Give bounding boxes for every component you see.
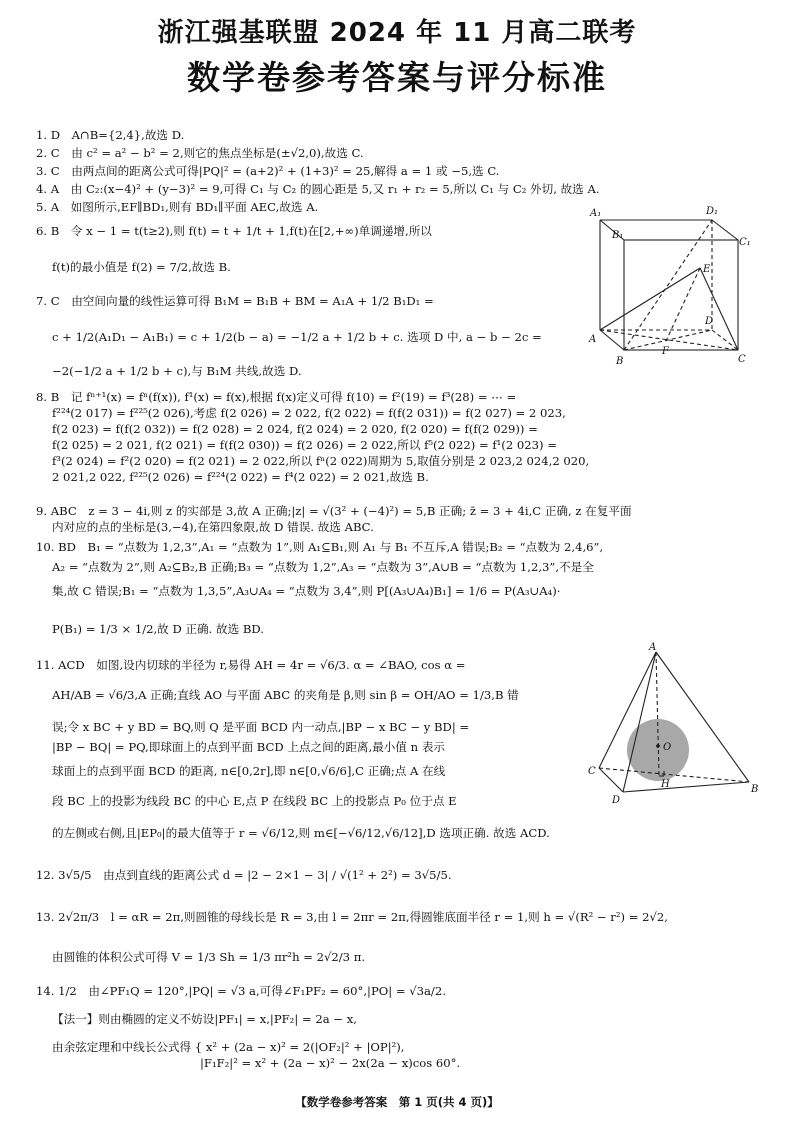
cube-label-a: A	[589, 334, 597, 345]
cube-label-c1: C₁	[739, 237, 751, 248]
answer-line: c + 1/2(A₁D₁ − A₁B₁) = c + 1/2(b − a) = −1/2 a + 1/2 b + c. 选项 D 中, a − b − 2c =	[52, 330, 542, 344]
answer-line: 9. ABC z = 3 − 4i,则 z 的实部是 3,故 A 正确;|z| = √(3² + (−4)²) = 5,B 正确; z̄ = 3 + 4i,C 正确, z 在复平面	[36, 504, 632, 518]
tetra-label-d: D	[612, 795, 621, 806]
answer-line: 8. B 记 fⁿ⁺¹(x) = fⁿ(f(x)), f¹(x) = f(x),根据 f(x)定义可得 f(10) = f²(19) = f³(28) = ⋯ =	[36, 390, 517, 404]
answer-line: |F₁F₂|² = x² + (2a − x)² − 2x(2a − x)cos 60°.	[200, 1056, 461, 1070]
answer-line: 2 021,2 022, f²²⁵(2 026) = f²²⁴(2 022) = f⁴(2 022) = 2 021,故选 B.	[52, 470, 429, 484]
answer-line: 10. BD B₁ = “点数为 1,2,3”,A₁ = “点数为 1”,则 A₁⊆B₁,则 A₁ 与 B₁ 不互斥,A 错误;B₂ = “点数为 2,4,6”,	[36, 540, 604, 554]
cube-label-f: F	[662, 346, 669, 357]
answer-line: f(2 025) = 2 021, f(2 021) = f(f(2 030)) = f(2 026) = 2 022,所以 f⁵(2 022) = f¹(2 023) =	[52, 438, 557, 452]
page-title: 浙江强基联盟 2024 年 11 月高二联考	[157, 18, 637, 48]
answer-line: 11. ACD 如图,设内切球的半径为 r,易得 AH = 4r = √6/3. α = ∠BAO, cos α =	[36, 658, 466, 672]
answer-line: 误;令 x BC + y BD = BQ,则 Q 是平面 BCD 内一动点,|BP − x BC − y BD| =	[52, 720, 470, 734]
answer-line: f(2 023) = f(f(2 032)) = f(2 028) = 2 024, f(2 024) = 2 020, f(2 020) = f(f(2 029)) =	[52, 422, 538, 436]
cube-label-b1: B₁	[612, 230, 624, 241]
cube-label-b: B	[616, 356, 624, 367]
answer-line: 球面上的点到平面 BCD 的距离, n∈[0,2r],即 n∈[0,√6/6],C 正确;点 A 在线	[52, 764, 446, 778]
tetra-label-h: H	[661, 779, 670, 790]
answer-line: 3. C 由两点间的距离公式可得|PQ|² = (a+2)² + (1+3)² = 25,解得 a = 1 或 −5,选 C.	[36, 164, 500, 178]
answer-line: 1. D A∩B={2,4},故选 D.	[36, 128, 185, 142]
tetrahedron-figure	[585, 640, 765, 810]
cube-label-a1: A₁	[590, 208, 602, 219]
answer-line: −2(−1/2 a + 1/2 b + c),与 B₁M 共线,故选 D.	[52, 364, 302, 378]
cube-label-e: E	[703, 264, 711, 275]
answer-line: 【法一】则由椭圆的定义不妨设|PF₁| = x,|PF₂| = 2a − x,	[52, 1012, 357, 1026]
answer-line: 的左侧或右侧,且|EP₀|的最大值等于 r = √6/12,则 m∈[−√6/12,√6/12],D 选项正确. 故选 ACD.	[52, 826, 550, 840]
tetra-label-c: C	[588, 766, 596, 777]
answer-line: 段 BC 上的投影为线段 BC 的中心 E,点 P 在线段 BC 上的投影点 P₀ 位于点 E	[52, 794, 457, 808]
answer-line: 内对应的点的坐标是(3,−4),在第四象限,故 D 错误. 故选 ABC.	[52, 520, 374, 534]
answer-line: 由余弦定理和中线长公式得 { x² + (2a − x)² = 2(|OF₂|² + |OP|²),	[52, 1040, 405, 1054]
answer-line: f²²⁴(2 017) = f²²⁵(2 026),考虑 f(2 026) = 2 022, f(2 022) = f(f(2 031)) = f(2 027) = 2 023,	[52, 406, 566, 420]
answer-line: f(t)的最小值是 f(2) = 7/2,故选 B.	[52, 260, 231, 274]
cube-figure	[588, 200, 758, 370]
answer-line: |BP − BQ| = PQ,即球面上的点到平面 BCD 上点之间的距离,最小值 n 表示	[52, 740, 446, 754]
page-subtitle: 数学卷参考答案与评分标准	[187, 58, 607, 97]
cube-label-c: C	[738, 354, 746, 365]
answer-line: P(B₁) = 1/3 × 1/2,故 D 正确. 故选 BD.	[52, 622, 264, 636]
answer-line: A₂ = “点数为 2”,则 A₂⊆B₂,B 正确;B₃ = “点数为 1,2”,A₃ = “点数为 3”,A∪B = “点数为 1,2,3”,不是全	[52, 560, 594, 574]
tetra-label-b: B	[751, 784, 759, 795]
answer-line: 2. C 由 c² = a² − b² = 2,则它的焦点坐标是(±√2,0),故选 C.	[36, 146, 364, 160]
answer-line: f³(2 024) = f²(2 020) = f(2 021) = 2 022,所以 fⁿ(2 022)周期为 5,取值分别是 2 023,2 024,2 020,	[52, 454, 590, 468]
cube-label-d1: D₁	[706, 206, 719, 217]
answer-line: 4. A 由 C₂:(x−4)² + (y−3)² = 9,可得 C₁ 与 C₂ 的圆心距是 5,又 r₁ + r₂ = 5,所以 C₁ 与 C₂ 外切, 故选 A.	[36, 182, 600, 196]
answer-line: 13. 2√2π/3 l = αR = 2π,则圆锥的母线长是 R = 3,由 l = 2πr = 2π,得圆锥底面半径 r = 1,则 h = √(R² − r²) = 2√2,	[36, 910, 668, 924]
tetra-label-a: A	[649, 642, 657, 653]
answer-line: 14. 1/2 由∠PF₁Q = 120°,|PQ| = √3 a,可得∠F₁PF₂ = 60°,|PO| = √3a/2.	[36, 984, 446, 998]
tetra-label-o: O	[663, 742, 672, 753]
answer-line: 7. C 由空间向量的线性运算可得 B₁M = B₁B + BM = A₁A + 1/2 B₁D₁ =	[36, 294, 434, 308]
page-footer: 【数学卷参考答案 第 1 页(共 4 页)】	[295, 1095, 499, 1109]
answer-line: AH/AB = √6/3,A 正确;直线 AO 与平面 ABC 的夹角是 β,则 sin β = OH/AO = 1/3,B 错	[52, 688, 519, 702]
answer-line: 由圆锥的体积公式可得 V = 1/3 Sh = 1/3 πr²h = 2√2/3 π.	[52, 950, 366, 964]
answer-line: 12. 3√5/5 由点到直线的距离公式 d = |2 − 2×1 − 3| / √(1² + 2²) = 3√5/5.	[36, 868, 452, 882]
answer-line: 6. B 令 x − 1 = t(t≥2),则 f(t) = t + 1/t + 1,f(t)在[2,+∞)单调递增,所以	[36, 224, 432, 238]
cube-label-d: D	[705, 316, 714, 327]
answer-line: 集,故 C 错误;B₁ = “点数为 1,3,5”,A₃∪A₄ = “点数为 3,4”,则 P[(A₃∪A₄)B₁] = 1/6 = P(A₃∪A₄)·	[52, 584, 561, 598]
answer-line: 5. A 如图所示,EF∥BD₁,则有 BD₁∥平面 AEC,故选 A.	[36, 200, 319, 214]
